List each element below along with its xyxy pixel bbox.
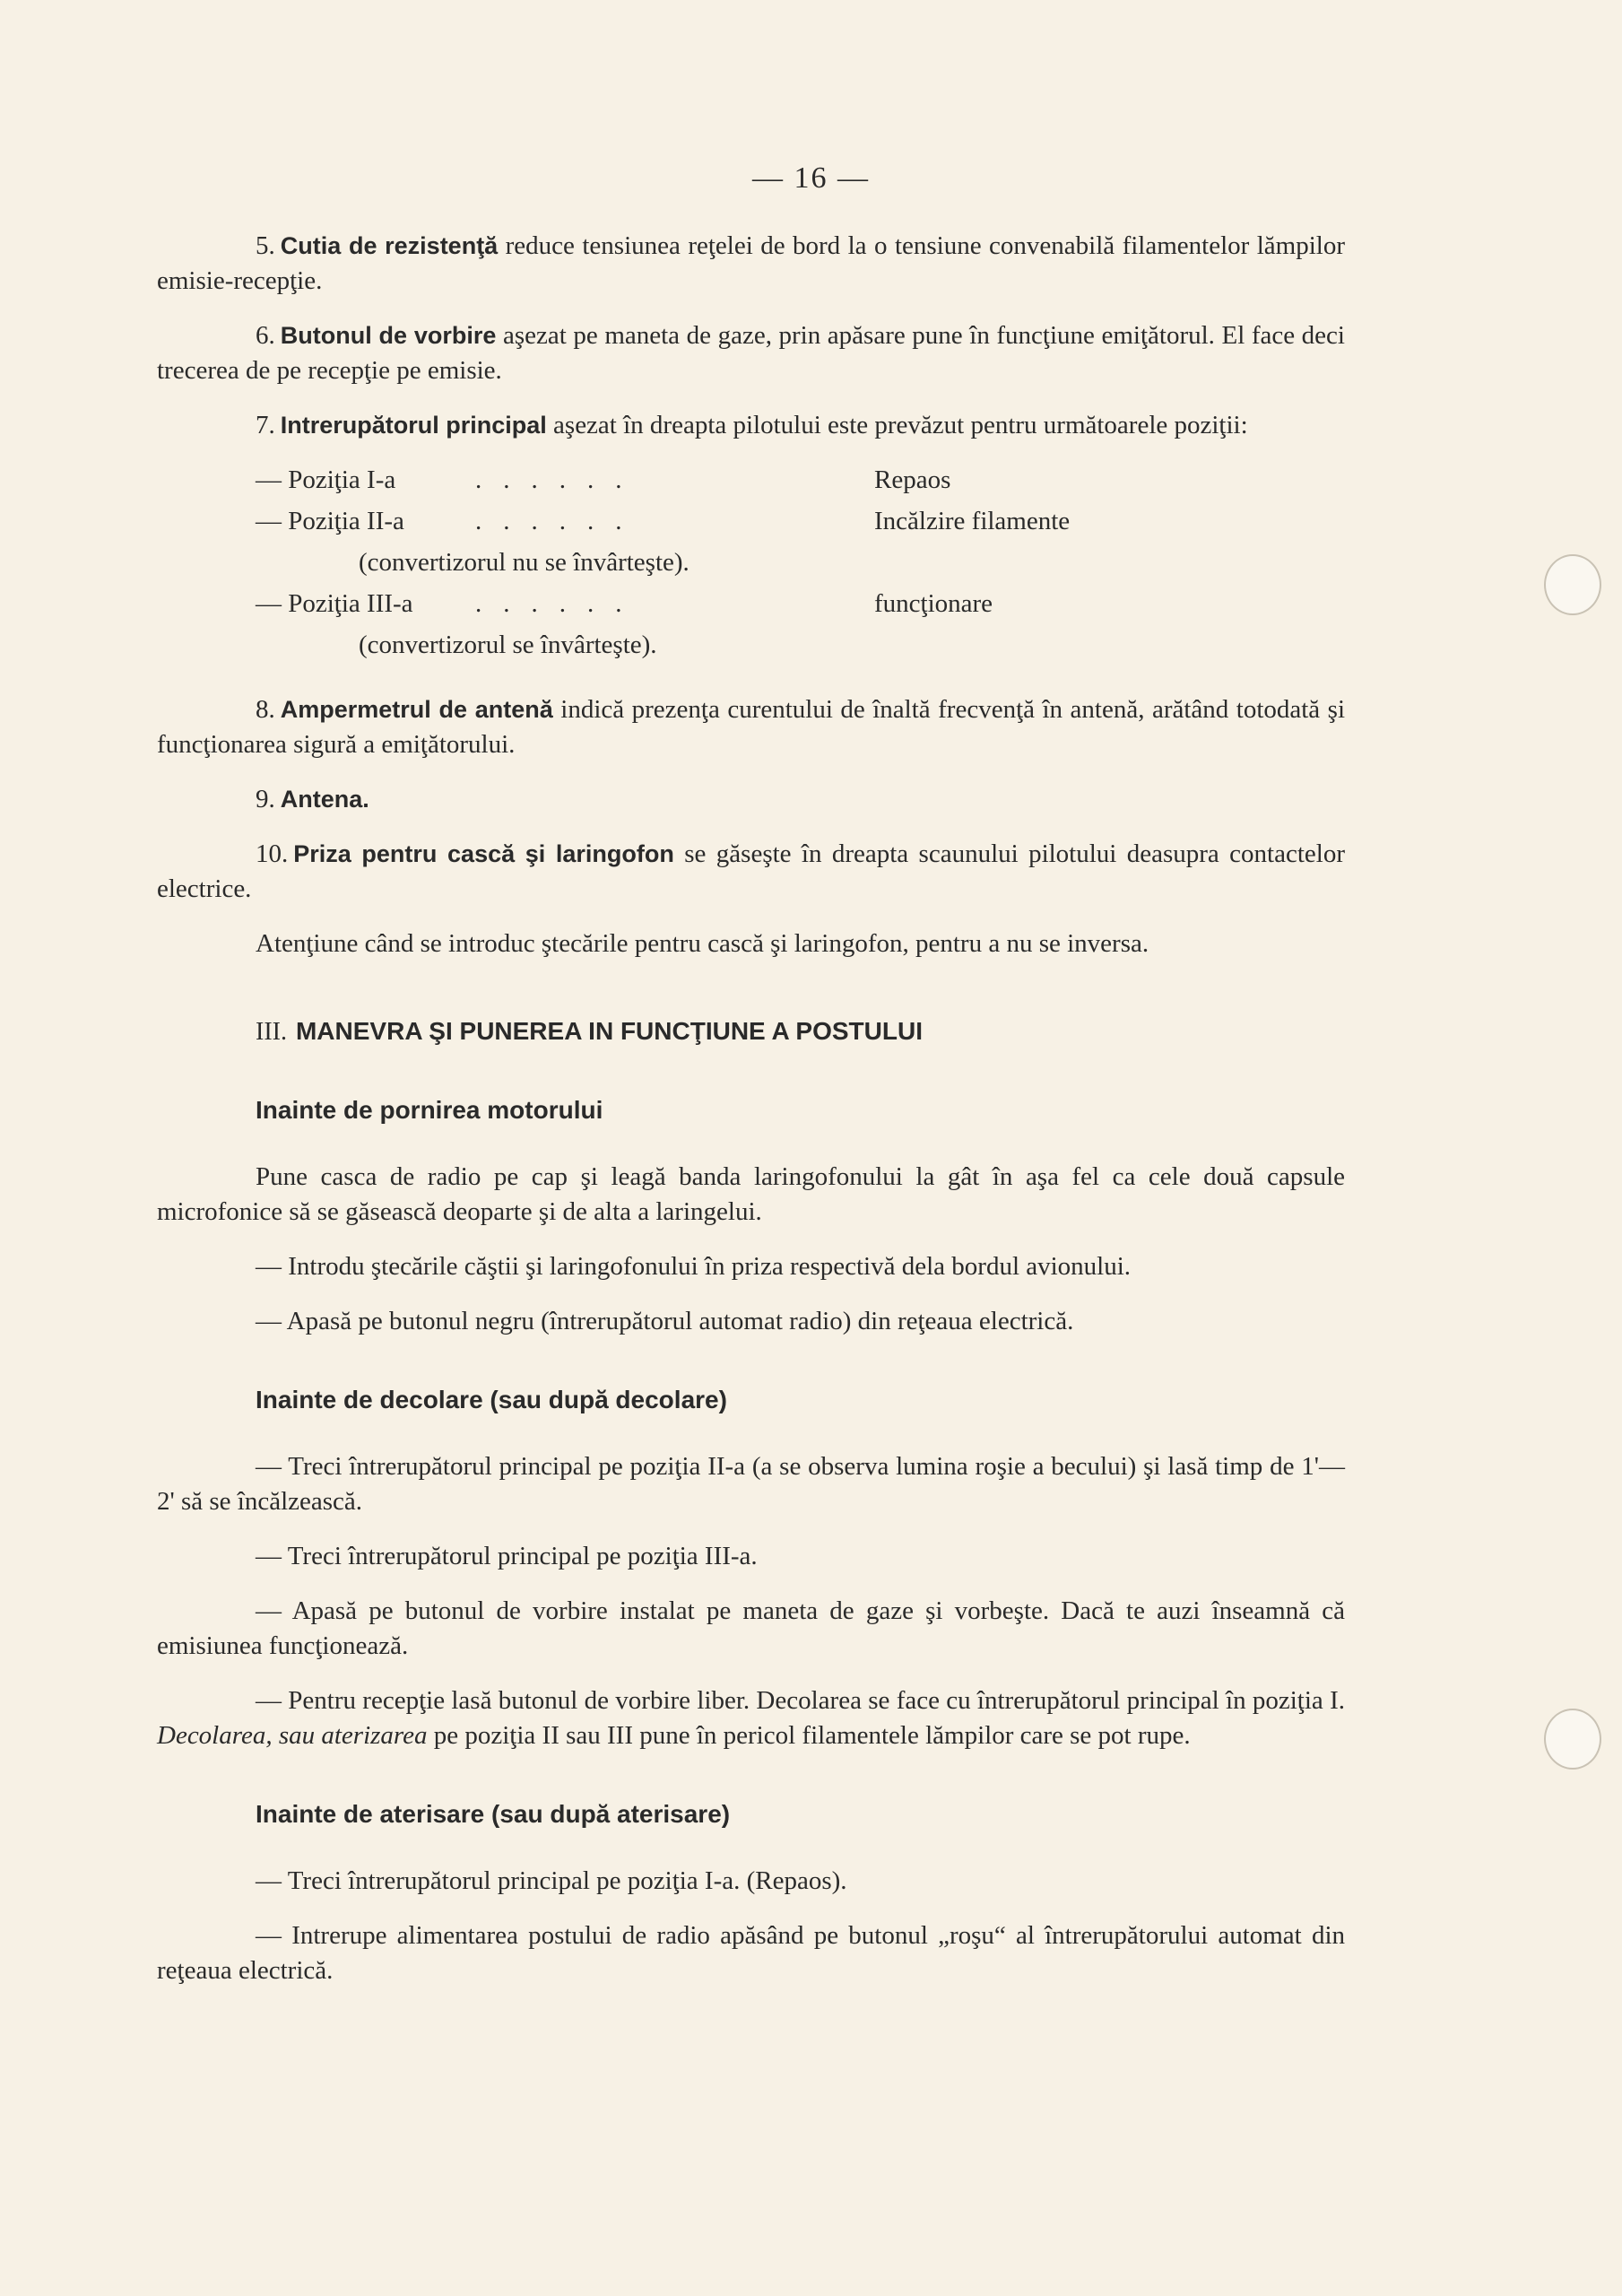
page-number: — 16 — (752, 161, 870, 195)
item-term: Antena. (280, 786, 369, 813)
leader-dots: ...... (475, 507, 644, 535)
page-content (157, 229, 1345, 2008)
leader-dots: ...... (475, 465, 644, 494)
item-number: 9. (256, 785, 275, 813)
item-term: Priza pentru cască şi laringofon (293, 840, 674, 867)
paragraph: Pune casca de radio pe cap şi leagă banda laringofonului la gât în aşa fel ca cele două capsule microfonice să se găsească deoparte şi de alta a laringelui. (157, 1162, 1345, 1226)
paragraph (157, 1683, 1345, 1753)
item-9 (157, 782, 1345, 817)
punch-hole-top (1544, 554, 1601, 615)
leader-dots: ...... (475, 589, 644, 618)
position-value: funcţionare (874, 589, 993, 618)
section-title (256, 1013, 1345, 1049)
paragraph: — Treci întrerupătorul principal pe poziţia II-a (a se observa lumina roşie a becului) şi lasă timp de 1'—2' să se încălzească. (157, 1452, 1345, 1516)
item-text: indică prezenţa curentului de înaltă frecvenţă în antenă, arătând totodată şi funcţionarea sigură a emiţătorului. (157, 695, 1346, 759)
paragraph: — Treci întrerupătorul principal pe poziţia I-a. (Repaos). (256, 1866, 847, 1895)
section-number: III. (256, 1018, 287, 1046)
item-10 (157, 837, 1345, 907)
item-number: 7. (256, 411, 275, 439)
switch-positions-list (157, 463, 1345, 669)
subsection-title-before-engine: Inainte de pornirea motorului (256, 1096, 603, 1124)
position-note: (convertizorul nu se învârteşte). (359, 548, 690, 577)
item-term: Cutia de rezistenţă (280, 232, 499, 259)
item-text: se găseşte în dreapta scaunului pilotului deasupra contactelor electrice. (157, 839, 1345, 903)
item-term: Intrerupătorul principal (280, 412, 547, 439)
item-text: reduce tensiunea reţelei de bord la o tensiune convenabilă filamentelor lămpilor emisie-recepţie. (157, 231, 1345, 295)
paragraph-text: pe poziţia II sau III pune în pericol filamentele lămpilor care se pot rupe. (427, 1721, 1191, 1750)
paragraph: — Apasă pe butonul de vorbire instalat pe maneta de gaze şi vorbeşte. Dacă te auzi înseamnă că emisiunea funcţionează. (157, 1596, 1345, 1660)
item-text: aşezat în dreapta pilotului este prevăzut pentru următoarele poziţii: (546, 411, 1248, 439)
item-number: 6. (256, 321, 275, 350)
paragraph: — Introdu ştecările căştii şi laringofonului în priza respectivă dela bordul avionului. (256, 1252, 1132, 1281)
item-number: 5. (256, 231, 275, 260)
subsection-title-before-landing: Inainte de aterisare (sau după aterisare) (256, 1800, 731, 1828)
paragraph: — Intrerupe alimentarea postului de radio apăsând pe butonul „roşu“ al întrerupătorului automat din reţeaua electrică. (157, 1921, 1345, 1985)
paragraph-text: — Pentru recepţie lasă butonul de vorbire liber. Decolarea se face cu întrerupătorul principal în poziţia I. (256, 1686, 1345, 1715)
paragraph: — Apasă pe butonul negru (întrerupătorul automat radio) din reţeaua electrică. (256, 1307, 1074, 1335)
position-label: — Poziţia III-a (256, 589, 413, 618)
subsection-title-before-takeoff: Inainte de decolare (sau după decolare) (256, 1386, 727, 1413)
item-7 (157, 408, 1345, 443)
italic-emphasis: Decolarea, sau aterizarea (157, 1721, 428, 1750)
item-8 (157, 692, 1345, 762)
position-label: — Poziţia I-a (256, 465, 396, 494)
item-6 (157, 318, 1345, 388)
position-row-3 (157, 587, 1345, 628)
position-value: Incălzire filamente (874, 507, 1071, 535)
position-row-1 (157, 463, 1345, 504)
item-term: Butonul de vorbire (280, 322, 497, 349)
paragraph: — Treci întrerupătorul principal pe poziţia III-a. (256, 1542, 758, 1570)
position-value: Repaos (874, 465, 951, 494)
item-number: 10. (256, 839, 289, 868)
item-number: 8. (256, 695, 275, 724)
position-label: — Poziţia II-a (256, 507, 404, 535)
position-note: (convertizorul se învârteşte). (359, 631, 657, 659)
item-term: Ampermetrul de antenă (280, 696, 553, 723)
item-5 (157, 229, 1345, 299)
item-10-note: Atenţiune când se introduc ştecările pentru cască şi laringofon, pentru a nu se inversa. (256, 929, 1149, 958)
position-row-2 (157, 504, 1345, 545)
section-title-text: MANEVRA ŞI PUNEREA IN FUNCŢIUNE A POSTULUI (295, 1017, 923, 1045)
punch-hole-bottom (1544, 1709, 1601, 1770)
item-text: aşezat pe maneta de gaze, prin apăsare pune în funcţiune emiţătorul. El face deci trecerea de pe recepţie pe emisie. (157, 321, 1345, 385)
